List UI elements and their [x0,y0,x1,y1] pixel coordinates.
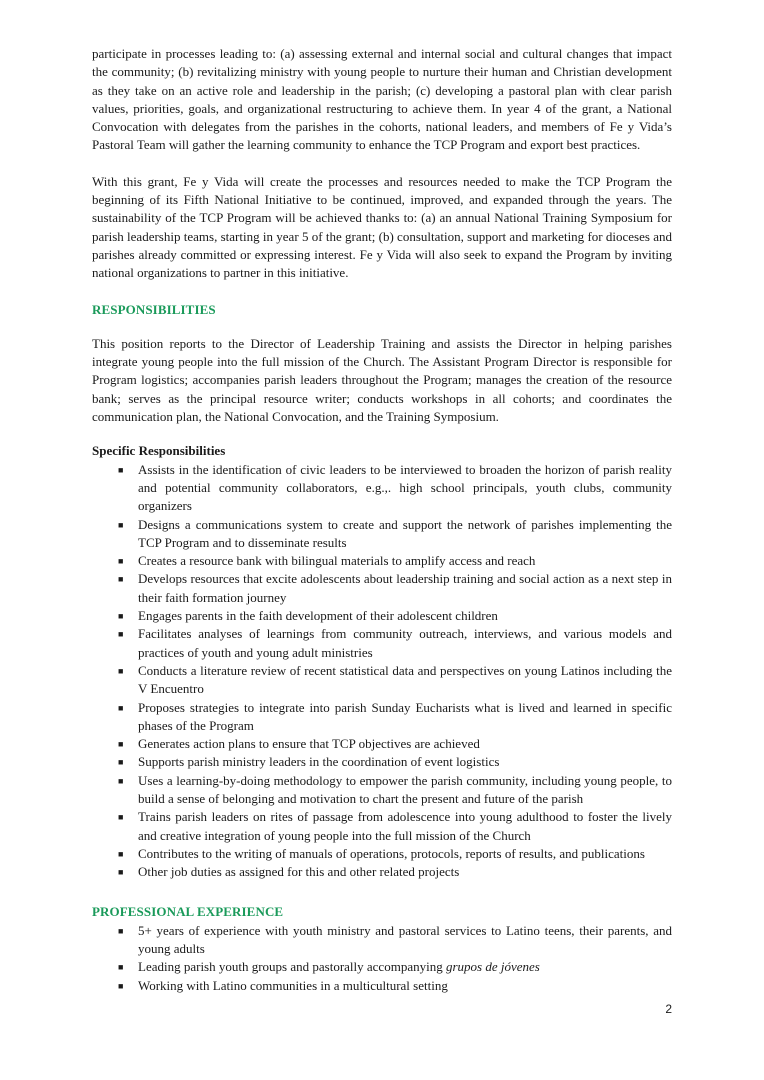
bullet-icon: ■ [118,848,124,859]
list-item [118,625,672,662]
bullet-icon: ■ [118,702,124,713]
list-item-text: Supports parish ministry leaders in the coordination of event logistics [138,754,500,770]
list-item-text: Trains parish leaders on rites of passage from adolescence into young adulthood to foster the lively and creative integration of young people into the full mission of the Church [138,809,672,843]
bullet-icon: ■ [118,980,124,991]
bullet-icon: ■ [118,629,124,640]
list-item [118,699,672,736]
paragraph-grant-sustainability: With this grant, Fe y Vida will create the processes and resources needed to make the TCP Program the beginning of its Fifth National Initiative to be continued, improved, and expanded through the years. The sustainability of the TCP Program will be achieved thanks to: (a) an annual National Training Symposium for parish leadership teams, starting in year 5 of the grant; (b) consultation, support and marketing for dioceses and parishes already committed or expressing interest. Fe y Vida will also seek to expand the Program by inviting national organizations to partner in this initiative. [92,173,672,281]
bullet-icon: ■ [118,665,124,676]
list-item-text: 5+ years of experience with youth ministry and pastoral services to Latino teens, their parents, and young adults [138,922,672,957]
paragraph-responsibilities-intro: This position reports to the Director of Leadership Training and assists the Director in helping parishes integrate young people into the full mission of the Church. The Assistant Program Director is responsible for Program logistics; accompanies parish leaders throughout the Program; manages the creation of the resource bank; serves as the principal resource writer; conducts workshops in all cohorts; and coordinates the communication plan, the National Convocation, and the Training Symposium. [92,335,672,425]
list-item-italic-text: grupos de jóvenes [445,959,540,975]
list-item [118,735,672,753]
bullet-icon: ■ [118,962,124,973]
list-item-text: Engages parents in the faith development of their adolescent children [138,608,498,624]
page-number: 2 [665,1002,672,1016]
bullet-icon: ■ [118,519,124,530]
subheading-specific-responsibilities: Specific Responsibilities [92,443,226,459]
list-item [118,753,672,771]
professional-experience-list [92,922,672,995]
list-item [118,845,672,863]
section-heading-professional-experience: PROFESSIONAL EXPERIENCE [92,904,284,920]
paragraph-intro-continued: participate in processes leading to: (a) assessing external and internal social and cultural changes that impact the community; (b) revitalizing ministry with young people to nurture their human and Christian development as they take on an active role and leadership in the parish; (c) developing a pastoral plan with clear parish values, priorities, goals, and organizational restructuring to achieve them. In year 4 of the grant, a National Convocation with delegates from the parishes in the cohorts, national leaders, and members of Fe y Vida’s Pastoral Team will gather the learning community to enhance the TCP Program and export best practices. [92,46,672,153]
list-item [118,922,672,959]
bullet-icon: ■ [118,757,124,768]
bullet-icon: ■ [118,611,124,622]
list-item [118,863,672,881]
list-item [118,516,672,553]
list-item [118,552,672,570]
section-heading-responsibilities: RESPONSIBILITIES [92,301,216,317]
list-item-text: Generates action plans to ensure that TCP objectives are achieved [138,736,480,752]
list-item-text: Uses a learning-by-doing methodology to empower the parish community, including young people, to build a sense of belonging and motivation to chart the present and future of the parish [138,772,672,806]
bullet-icon: ■ [118,867,124,878]
list-item [118,808,672,845]
list-item-text: Creates a resource bank with bilingual materials to amplify access and reach [138,553,536,569]
list-item-text: Contributes to the writing of manuals of operations, protocols, reports of results, and publications [138,845,645,861]
list-item-text: Facilitates analyses of learnings from community outreach, interviews, and various models and practices of youth and young adult ministries [138,626,672,660]
list-item-text: Assists in the identification of civic leaders to be interviewed to broaden the horizon of parish reality and potential community collaborators, e.g.,. high school principals, youth clubs, community organizers [138,461,672,514]
list-item-text: Other job duties as assigned for this and other related projects [138,864,460,880]
bullet-icon: ■ [118,812,124,823]
specific-responsibilities-list [92,461,672,882]
bullet-icon: ■ [118,464,124,475]
list-item [118,958,672,976]
list-item-text: Proposes strategies to integrate into parish Sunday Eucharists what is lived and learned in specific phases of the Program [138,699,672,733]
bullet-icon: ■ [118,775,124,786]
list-item [118,461,672,516]
bullet-icon: ■ [118,574,124,585]
list-item-text: Leading parish youth groups and pastorally accompanying [138,959,446,975]
list-item-text: Develops resources that excite adolescents about leadership training and social action as a next step in their faith formation journey [138,571,672,605]
bullet-icon: ■ [118,556,124,567]
list-item-text: Conducts a literature review of recent statistical data and perspectives on young Latinos including the V Encuentro [138,662,672,697]
list-item-text: Working with Latino communities in a multicultural setting [138,977,448,993]
list-item-text: Designs a communications system to create and support the network of parishes implementing the TCP Program and to disseminate results [138,516,672,550]
bullet-icon: ■ [118,739,124,750]
list-item [118,662,672,699]
list-item [118,570,672,607]
list-item [118,977,672,995]
list-item [118,772,672,809]
bullet-icon: ■ [118,925,124,936]
list-item [118,607,672,625]
